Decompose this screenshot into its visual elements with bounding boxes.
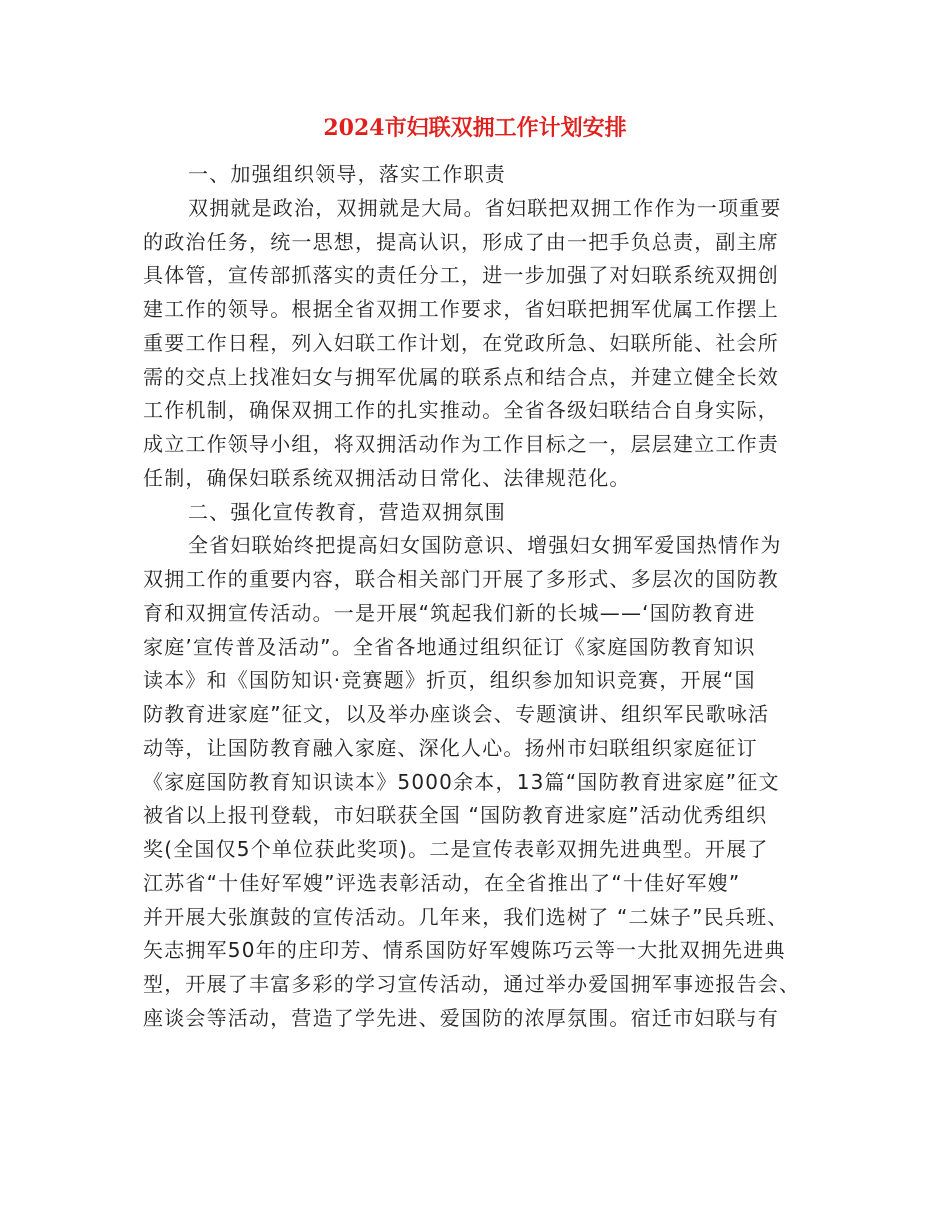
paragraph-line: 具体管，宣传部抓落实的责任分工，进一步加强了对妇联系统双拥创 xyxy=(143,263,779,288)
paragraph-line: 被省以上报刊登载，市妇联获全国 “国防教育进家庭”活动优秀组织 xyxy=(143,803,768,828)
paragraph-line: 建工作的领导。根据全省双拥工作要求，省妇联把拥军优属工作摆上 xyxy=(143,297,779,321)
paragraph-first-line: 全省妇联始终把提高妇女国防意识、增强妇女拥军爱国热情作为 xyxy=(188,533,782,558)
paragraph-line: 动等，让国防教育融入家庭、深化人心。扬州市妇联组织家庭征订 xyxy=(143,735,758,760)
paragraph-line: 需的交点上找准妇女与拥军优属的联系点和结合点，并建立健全长效 xyxy=(143,364,779,389)
paragraph-line: 双拥工作的重要内容，联合相关部门开展了多形式、多层次的国防教 xyxy=(143,567,779,591)
paragraph-line: 江苏省“十佳好军嫂”评选表彰活动，在全省推出了“十佳好军嫂” xyxy=(143,870,741,895)
paragraph-line: 任制，确保妇联系统双拥活动日常化、法律规范化。 xyxy=(143,465,631,490)
document-body xyxy=(143,158,823,1036)
paragraph-line: 育和双拥宣传活动。一是开展“筑起我们新的长城——‘国防教育进 xyxy=(143,600,756,625)
paragraph-line: 重要工作日程，列入妇联工作计划，在党政所急、妇联所能、社会所 xyxy=(143,330,779,355)
document-title: 2024市妇联双拥工作计划安排 xyxy=(323,115,627,141)
paragraph-first-line: 一、加强组织领导，落实工作职责 xyxy=(188,162,506,186)
paragraph-line: 读本》和《国防知识·竞赛题》折页，组织参加知识竞赛，开展“国 xyxy=(143,668,756,693)
paragraph-line: 型，开展了丰富多彩的学习宣传活动，通过举办爱国拥军事迹报告会、 xyxy=(143,972,801,996)
paragraph-line: 座谈会等活动，营造了学先进、爱国防的浓厚氛围。宿迁市妇联与有 xyxy=(143,1005,779,1030)
paragraph-line: 防教育进家庭”征文，以及举办座谈会、专题演讲、组织军民歌咏活 xyxy=(143,702,770,726)
paragraph-line: 矢志拥军50年的庄印芳、情系国防好军嫂陈巧云等一大批双拥先进典 xyxy=(143,938,786,963)
paragraph-first-line: 二、强化宣传教育，营造双拥氛围 xyxy=(188,499,506,524)
paragraph-line: 奖(全国仅5个单位获此奖项)。二是宣传表彰双拥先进典型。开展了 xyxy=(143,837,769,861)
paragraph-line: 并开展大张旗鼓的宣传活动。几年来，我们选树了 “二妹子”民兵班、 xyxy=(143,904,789,929)
paragraph-line: 工作机制，确保双拥工作的扎实推动。全省各级妇联结合自身实际， xyxy=(143,398,779,423)
paragraph-first-line: 双拥就是政治，双拥就是大局。省妇联把双拥工作作为一项重要 xyxy=(188,195,782,220)
paragraph-line: 《家庭国防教育知识读本》5000余本，13篇“国防教育进家庭”征文 xyxy=(143,769,780,794)
paragraph-line: 的政治任务，统一思想，提高认识，形成了由一把手负总责，副主席 xyxy=(143,229,779,254)
paragraph-line: 成立工作领导小组，将双拥活动作为工作目标之一，层层建立工作责 xyxy=(143,432,779,456)
paragraph-line: 家庭’宣传普及活动”。全省各地通过组织征订《家庭国防教育知识 xyxy=(143,634,756,659)
